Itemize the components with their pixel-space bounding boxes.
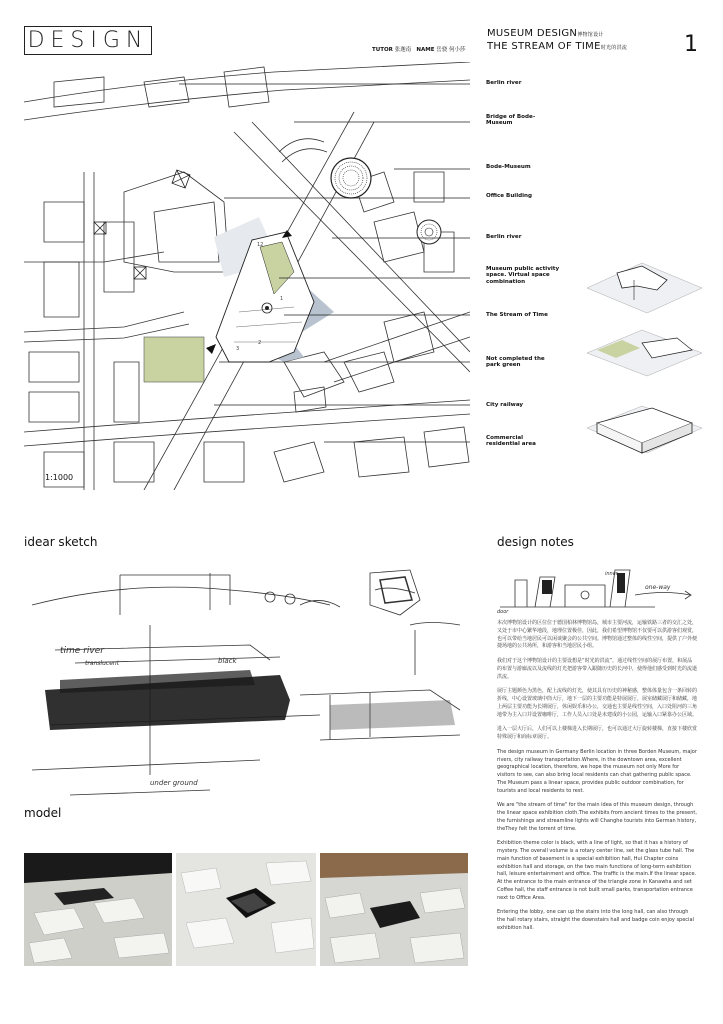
student-names: 岳骁 何小莎 xyxy=(436,47,466,53)
axon-diagram-1 xyxy=(587,263,702,313)
sketch-black-volume xyxy=(45,670,290,730)
section-title-sketch: idear sketch xyxy=(24,535,98,549)
tutor-line xyxy=(372,45,466,53)
callout-berlin-river-1: Berlin river xyxy=(486,80,522,86)
callout-park-green: Not completed the park green xyxy=(486,356,545,369)
park-green-patch xyxy=(144,337,204,382)
model-photo-2 xyxy=(176,853,316,966)
axon-diagram-3 xyxy=(587,406,702,453)
callout-berlin-river-2: Berlin river xyxy=(486,234,522,240)
site-plan-map xyxy=(24,62,470,490)
section-title-model: model xyxy=(24,806,62,820)
notes-sketch-label-inner: inner xyxy=(605,571,618,577)
notes-en-paragraph-1: The design museum in Germany Berlin location in three Borden Museum, major rivers, city railway transportation.Where, in the downtown area, excellent geographical location, therefore, we hope the museum not only More for visitors to see, can also bring local residents can chat gathering public space. The Museum pass a linear space, provides public outdoor combination, for tourists and local residents to rest. xyxy=(497,748,697,794)
notes-en-paragraph-2: We are "the stream of time" for the main idea of this museum design, through the linear space exhibition cloth.The exhibits from ancient times to the present, the furnishings and streamline lights will Changhe tourists into German history, theThey felt the torrent of time. xyxy=(497,802,697,832)
notes-cn-paragraph-3: 展厅主题颜色为黑色，配上流线的灯光，使其具有历史的神秘感，整体体量包含一条回转的折线，中心设置玻璃中筒大厅，地下一层的主要功能是特展展厅，展室储藏展厅和储藏，地上两层主要功能为长期展厅，休闲娱乐和办公，交通也主要是线性空间，入口处阻河的三角地带为主入口并设置咖啡厅，工作人员入口处是未建成的小公园，运输入口紧靠办公区域。 xyxy=(497,688,698,718)
callout-stream-of-time: The Stream of Time xyxy=(486,312,548,318)
axonometric-diagrams xyxy=(582,258,707,468)
section-title-notes: design notes xyxy=(497,535,574,549)
notes-sketch-label-one-way: one-way xyxy=(645,584,671,591)
logo xyxy=(24,26,152,55)
museum-site xyxy=(206,217,334,362)
callout-city-railway: City railway xyxy=(486,402,524,408)
notes-sketch-label-door: door xyxy=(497,609,509,615)
sketch-label-time-river: time river xyxy=(60,646,104,656)
map-scale: 1:1000 xyxy=(45,473,74,482)
callout-bode-museum: Bode-Museum xyxy=(486,164,531,170)
design-notes-text xyxy=(497,620,697,940)
notes-sketch xyxy=(495,565,700,615)
notes-en-paragraph-3: Exhibition theme color is black, with a line of light, so that it has a history of mystery. The overall volume is a rotary center line, set the glass tube hall. The main function of basement is a special exhibition hall, Hui Chapter coins exhibition hall and storage, on the two main functions of long-term exhibition hall, leisure entertainment and office. The traffic is the main.If the linear space. At the entrance to the main entrance of the triangle zone in Kanawha and set Coffee hall, the staff entrance is not built small parks, transportation entrance next to Office Area. xyxy=(497,840,697,901)
callout-bridge-bode-museum: Bridge of Bode-Museum xyxy=(486,114,536,127)
title-line2-cn: 时光的洪流 xyxy=(600,45,628,51)
title-line1: MUSEUM DESIGN xyxy=(487,28,578,39)
page-number: 1 xyxy=(684,32,698,57)
plan-number-3: 3 xyxy=(236,346,240,352)
project-subtitle xyxy=(487,41,627,52)
axon-diagram-2 xyxy=(587,330,702,376)
plan-number-1: 1 xyxy=(280,296,284,302)
notes-cn-paragraph-2: 我们对于这个博物馆设计的主要设想是“时光的洪流”，通过线性空间的展厅布置，和展品的布置与游廊流以及流线的灯光把游客带入跟随历史的长河中，使得他们感受到时光的流逝洪流。 xyxy=(497,658,698,680)
callout-commercial-area: Commercial residential area xyxy=(486,435,536,448)
logo-text: DESIGN xyxy=(27,28,149,53)
model-photo-1 xyxy=(24,853,172,966)
project-title xyxy=(487,28,604,39)
plan-number-12: 12 xyxy=(257,242,264,248)
name-label: NAME xyxy=(416,47,435,53)
model-photo-3 xyxy=(320,853,468,966)
title-line1-cn: 博物馆设计 xyxy=(577,32,604,38)
title-line2: THE STREAM OF TIME xyxy=(487,41,601,52)
tutor-name: 张迦南 xyxy=(394,47,412,53)
callout-office-building: Office Building xyxy=(486,193,533,199)
bode-museum-dome xyxy=(331,158,441,244)
sketch-label-translucent: translucent xyxy=(85,660,120,667)
callout-museum-public-space: Museum public activity space. Virtual space combination xyxy=(486,266,560,285)
plan-number-2: 2 xyxy=(258,340,262,346)
idea-sketch xyxy=(30,565,470,810)
sketch-label-under-ground: under ground xyxy=(150,779,198,787)
notes-cn-paragraph-1: 本次博物馆设计的区位位于德国柏林博物馆岛，城市主要河流，运输铁路三者的交汇之处，又处于市中心繁华地段，地理位置极佳，因此，我们希望博物馆不仅要可以供游客们观赏，也可以带给当地居民可以闲谈聚会的公共空间。博物馆通过整体的线性空间，提供了户外便捷场地的公共场所，和游客和当地居民小组。 xyxy=(497,620,698,650)
notes-cn-paragraph-4: 进入一层大厅后，人们可以上楼梯进入长期展厅，也可以通过大厅旋转楼梯，直接下楼欣赏特殊展厅和商标章展厅。 xyxy=(497,726,698,740)
notes-en-paragraph-4: Entering the lobby, one can up the stairs into the long hall, can also through the hall rotary stairs, straight the downstairs hall and badge coin enjoy special exhibition hall. xyxy=(497,909,694,931)
sketch-label-black: black xyxy=(218,657,237,665)
tutor-label: TUTOR xyxy=(372,47,393,53)
